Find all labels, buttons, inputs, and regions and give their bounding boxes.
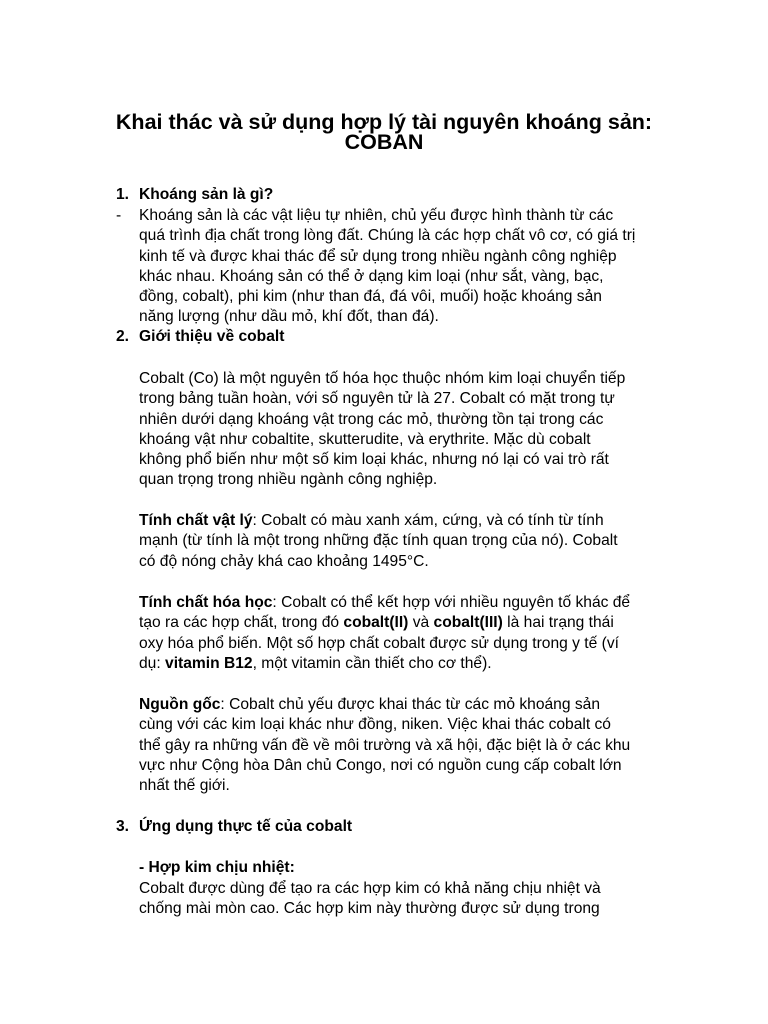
heat-resistant-alloy-text [139, 879, 679, 920]
text-line: không phổ biến như một số kim loại khác, nhưng nó lại có vai trò rất [139, 451, 609, 469]
text-line: quan trọng trong nhiều ngành công nghiệp. [139, 471, 438, 489]
cobalt-ii-term: cobalt(II) [343, 614, 409, 632]
text-line: đồng, cobalt), phi kim (như than đá, đá vôi, muối) hoặc khoáng sản [139, 288, 602, 306]
text-line: nhất thế giới. [139, 777, 230, 795]
section-1-heading: Khoáng sản là gì? [139, 186, 274, 203]
heat-resistant-alloy-heading: - Hợp kim chịu nhiệt: [139, 859, 295, 876]
section-3-heading: Ứng dụng thực tế của cobalt [139, 818, 353, 835]
text-line: thể gây ra những vấn đề về môi trường và xã hội, đặc biệt là ở các khu [139, 736, 631, 754]
text-line: mạnh (từ tính là một trong những đặc tính quan trọng của nó). Cobalt [139, 532, 618, 550]
text-line: trong bảng tuần hoàn, với số nguyên tử là 27. Cobalt có mặt trong tự [139, 390, 615, 408]
origin-text: : Cobalt chủ yếu được khai thác từ các mỏ khoáng sản [220, 696, 600, 713]
vitamin-b12-term: vitamin B12 [165, 654, 253, 672]
text-line: oxy hóa phổ biến. Một số hợp chất cobalt được sử dụng trong y tế (ví [139, 634, 619, 652]
text-line: cùng với các kim loại khác như đồng, niken. Việc khai thác cobalt có [139, 716, 611, 734]
title-line-2: COBAN [344, 130, 424, 155]
text-fragment: dụ: [139, 654, 166, 672]
text-line: có độ nóng chảy khá cao khoảng 1495°C. [139, 552, 429, 570]
text-fragment: , một vitamin cần thiết cho cơ thể). [252, 654, 492, 672]
text-line: quá trình địa chất trong lòng đất. Chúng là các hợp chất vô cơ, có giá trị [139, 227, 636, 245]
physical-label: Tính chất vật lý [139, 512, 253, 529]
section-3-number: 3. [116, 818, 130, 835]
chemical-text: : Cobalt có thể kết hợp với nhiều nguyên tố khác để [272, 594, 631, 611]
document-title [80, 108, 688, 155]
section-2-heading: Giới thiệu về cobalt [139, 328, 285, 345]
section-1-paragraph [139, 206, 679, 328]
chemical-label: Tính chất hóa học [139, 594, 273, 611]
title-line-1: Khai thác và sử dụng hợp lý tài nguyên khoáng sản: [115, 110, 653, 134]
section-2-intro [139, 369, 679, 491]
text-line: kinh tế và được khai thác để sử dụng trong nhiều ngành công nghiệp [139, 247, 617, 265]
text-line: nhiên dưới dạng khoáng vật trong các mỏ, thường tồn tại trong các [139, 410, 604, 428]
text-line: năng lượng (như dầu mỏ, khí đốt, than đá). [139, 308, 439, 326]
origin-label: Nguồn gốc [139, 696, 221, 713]
text-line: Cobalt (Co) là một nguyên tố hóa học thuộc nhóm kim loại chuyển tiếp [139, 370, 626, 387]
text-line: Khoáng sản là các vật liệu tự nhiên, chủ yếu được hình thành từ các [139, 207, 614, 224]
text-line: khác nhau. Khoáng sản có thể ở dạng kim loại (như sắt, vàng, bạc, [139, 267, 604, 285]
section-2-number: 2. [116, 328, 130, 345]
text-line: khoáng vật như cobaltite, skutterudite, và erythrite. Mặc dù cobalt [139, 430, 591, 448]
text-line: chống mài mòn cao. Các hợp kim này thường được sử dụng trong [139, 900, 600, 918]
physical-properties [139, 511, 679, 572]
text-line: Cobalt được dùng để tạo ra các hợp kim có khả năng chịu nhiệt và [139, 880, 601, 897]
section-1-number: 1. [116, 186, 130, 203]
text-fragment: và [408, 614, 434, 632]
text-line: vực như Cộng hòa Dân chủ Congo, nơi có nguồn cung cấp cobalt lớn [139, 756, 622, 774]
origin [139, 695, 679, 796]
section-1-bullet: - [116, 207, 122, 224]
chemical-properties [139, 593, 679, 674]
physical-text: : Cobalt có màu xanh xám, cứng, và có tính từ tính [252, 512, 604, 529]
text-fragment: là hai trạng thái [502, 614, 614, 632]
text-fragment: tạo ra các hợp chất, trong đó [139, 614, 344, 632]
cobalt-iii-term: cobalt(III) [433, 614, 503, 632]
